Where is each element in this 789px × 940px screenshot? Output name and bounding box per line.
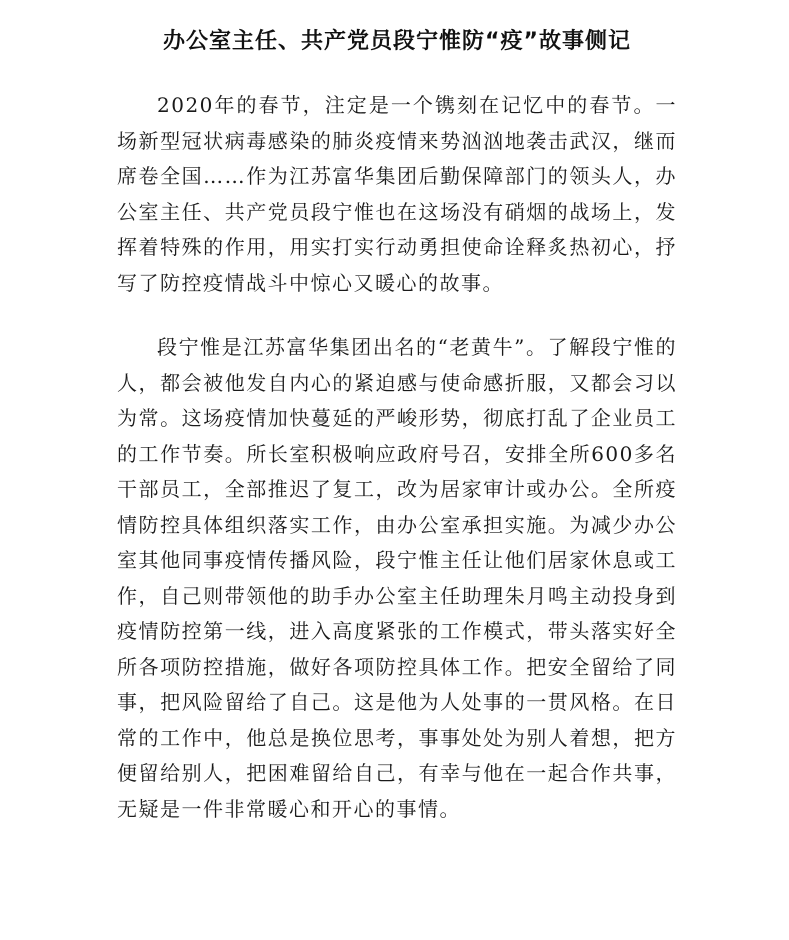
paragraph-profile: 段宁惟是江苏富华集团出名的“老黄牛”。了解段宁惟的人，都会被他发自内心的紧迫感与使命感折服，又都会习以为常。这场疫情加快蔓延的严峻形势，彻底打乱了企业员工的工作节奏。所长室积极响应政府号召，安排全所600多名干部员工，全部推迟了复工，改为居家审计或办公。全所疫情防控具体组织落实工作，由办公室承担实施。为减少办公室其他同事疫情传播风险，段宁惟主任让他们居家休息或工作，自己则带领他的助手办公室主任助理朱月鸣主动投身到疫情防控第一线，进入高度紧张的工作模式，带头落实好全所各项防控措施，做好各项防控具体工作。把安全留给了同事，把风险留给了自己。这是他为人处事的一贯风格。在日常的工作中，他总是换位思考，事事处处为别人着想，把方便留给别人，把困难留给自己，有幸与他在一起合作共事，无疑是一件非常暖心和开心的事情。	[117, 335, 677, 821]
paragraph-intro: 2020年的春节，注定是一个镌刻在记忆中的春节。一场新型冠状病毒感染的肺炎疫情来势汹汹地袭击武汉，继而席卷全国……作为江苏富华集团后勤保障部门的领头人，办公室主任、共产党员段宁惟也在这场没有硝烟的战场上，发挥着特殊的作用，用实打实行动勇担使命诠释炙热初心，抒写了防控疫情战斗中惊心又暖心的故事。	[117, 93, 677, 295]
article-title: 办公室主任、共产党员段宁惟防“疫”故事侧记	[163, 29, 631, 54]
